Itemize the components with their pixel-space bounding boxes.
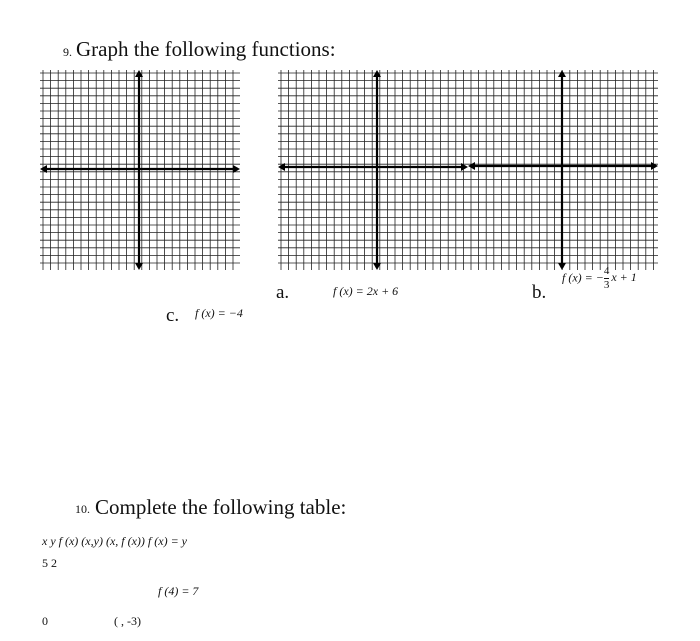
part-c-function: f (x) = −4: [195, 306, 243, 320]
part-b-function-left: f (x) = −: [562, 270, 604, 285]
fraction-numerator: 4: [603, 265, 610, 277]
fraction: [604, 266, 610, 291]
question-9-title: Graph the following functions:: [76, 37, 336, 61]
table-row-1: 5 2: [42, 556, 57, 570]
graph-grid-c: [40, 70, 240, 270]
axis-arrow: [651, 162, 658, 170]
part-a-function: f (x) = 2x + 6: [333, 284, 399, 298]
question-10-title: Complete the following table:: [95, 495, 347, 519]
part-b-function: [562, 266, 637, 291]
question-10-number: 10.: [75, 502, 90, 516]
graph-grid-b: [468, 70, 658, 270]
part-a-label: a.: [276, 282, 290, 303]
part-b-label: b.: [532, 282, 547, 303]
part-c-label: c.: [166, 305, 180, 326]
question-9-number: 9.: [63, 45, 72, 59]
table-header-row: x y f (x) (x,y) (x, f (x)) f (x) = y: [42, 534, 187, 548]
axis-arrow: [468, 162, 475, 170]
table-row-2: f (4) = 7: [158, 584, 199, 598]
fraction-denominator: 3: [603, 279, 610, 291]
part-b-function-right: x + 1: [611, 270, 637, 285]
table-row-3-x: 0: [42, 614, 48, 628]
axis-arrow: [558, 70, 566, 77]
table-row-3-point: ( , -3): [114, 614, 141, 628]
graph-grid-a: [278, 70, 468, 270]
